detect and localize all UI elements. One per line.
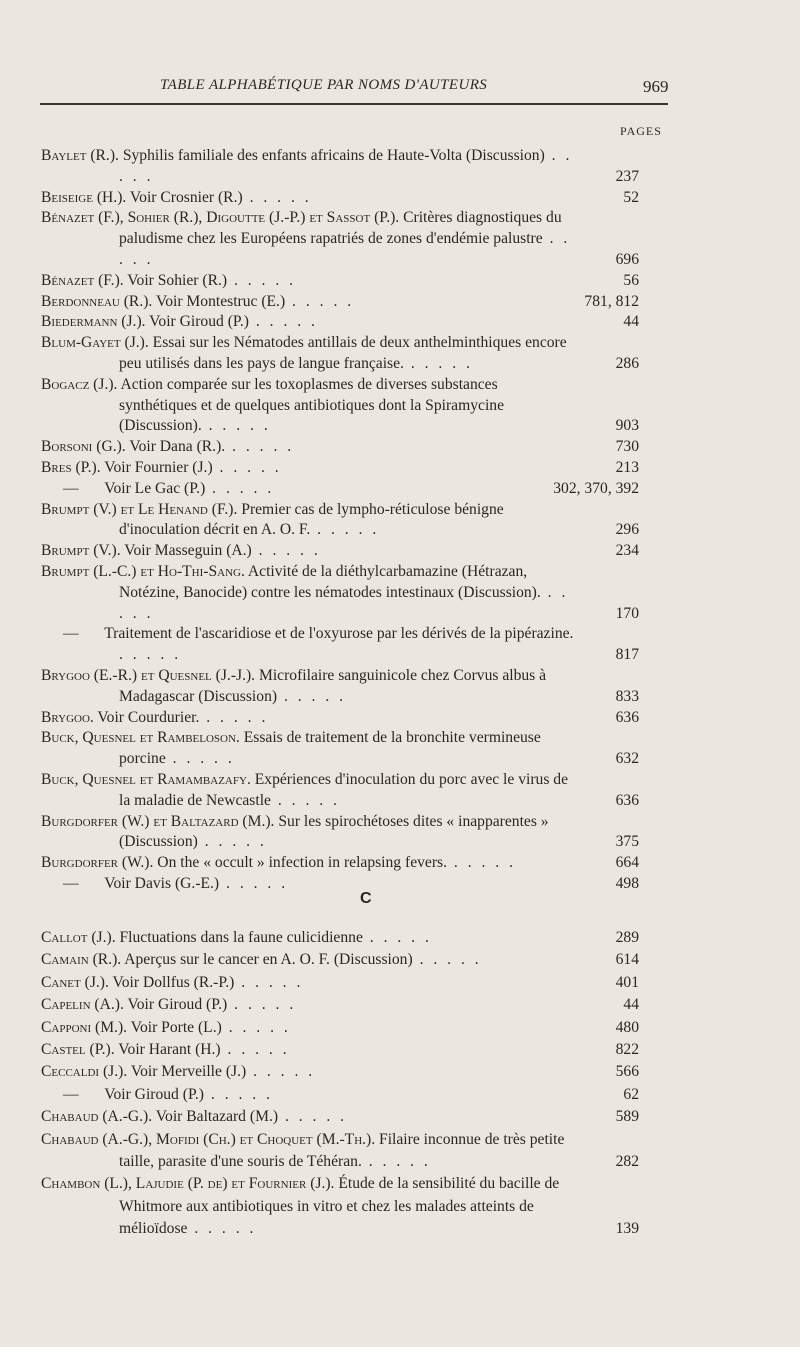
index-entry: [41, 874, 639, 895]
index-entry: [41, 1173, 639, 1240]
dot-leader: . . . . .: [119, 583, 569, 622]
entry-author: Baylet (R.).: [41, 147, 119, 164]
index-entry: [41, 271, 639, 292]
dot-leader: . . . . .: [361, 1153, 431, 1171]
dot-leader: . . . . .: [403, 354, 473, 372]
entry-pages: 52: [623, 188, 639, 206]
index-entry: [41, 562, 639, 624]
dot-leader: . . . . .: [447, 854, 516, 872]
entry-pages: 213: [615, 458, 639, 476]
index-entry: [41, 333, 639, 375]
entry-pages: 401: [615, 973, 639, 991]
section-b-index: [41, 146, 639, 895]
dot-leader: . . . . .: [310, 521, 380, 539]
entry-pages: 170: [615, 604, 639, 622]
dot-leader: . . . . .: [201, 417, 271, 435]
entry-pages: 237: [615, 167, 639, 185]
entry-title: Voir Giroud (P.): [100, 1085, 204, 1103]
index-entry: [41, 853, 639, 874]
index-entry: [41, 1039, 639, 1061]
entry-author: Brygoo (E.-R.) et Quesnel (J.-J.).: [41, 666, 256, 684]
entry-author: Capponi (M.).: [41, 1018, 128, 1036]
entry-title: Fluctuations dans la faune culicidienne: [115, 929, 363, 946]
dot-leader: . . . . .: [412, 951, 482, 969]
entry-pages: 636: [615, 708, 639, 726]
dot-leader: . . . . .: [227, 996, 297, 1014]
entry-author: Capelin (A.).: [41, 996, 124, 1014]
index-entry: [41, 708, 639, 729]
entry-title: Voir Merveille (J.): [127, 1063, 247, 1081]
dot-leader: . . . . .: [277, 687, 347, 705]
entry-title: Voir Masseguin (A.): [120, 542, 252, 560]
index-entry: [41, 1084, 639, 1106]
entry-title: Activité de la diéthylcarbamazine (Hétrazan, Notézine, Banocide) contre les nématodes intestinaux (Discussion).: [119, 562, 541, 601]
entry-author: Castel (P.).: [41, 1041, 115, 1059]
entry-title: Voir Le Gac (P.): [100, 479, 206, 497]
entry-author: Burgdorfer (W.).: [41, 854, 154, 872]
entry-pages: 44: [623, 996, 639, 1014]
entry-pages: 730: [615, 438, 639, 456]
entry-pages: 282: [615, 1153, 639, 1171]
dot-leader: . . . . .: [242, 188, 312, 206]
entry-pages: 44: [623, 313, 639, 331]
entry-author: Biedermann (J.).: [41, 313, 146, 331]
index-entry: [41, 458, 639, 479]
entry-title: Expériences d'inoculation du porc avec le virus de la maladie de Newcastle: [119, 770, 569, 809]
entry-pages: 234: [615, 542, 639, 560]
entry-pages: 286: [615, 354, 639, 372]
dot-leader: . . . . .: [212, 458, 282, 476]
dot-leader: . . . . .: [205, 479, 275, 497]
dot-leader: . . . . .: [119, 230, 571, 268]
entry-title: Filaire inconnue de très petite taille, parasite d'une souris de Téhéran.: [119, 1130, 565, 1171]
entry-title: Voir Davis (G.-E.): [100, 874, 220, 892]
entry-title: Voir Harant (H.): [114, 1041, 221, 1059]
entry-title: Sur les spirochétoses dites « inapparentes » (Discussion): [119, 812, 549, 851]
index-entry: [41, 188, 639, 209]
entry-author: —: [63, 479, 79, 497]
entry-pages: 296: [615, 521, 639, 539]
entry-author: —: [63, 1085, 79, 1103]
dot-leader: . . . . .: [119, 646, 182, 664]
dot-leader: . . . . .: [221, 1018, 291, 1036]
dot-leader: . . . . .: [234, 973, 304, 991]
entry-pages: 817: [615, 646, 639, 664]
section-c-index: [41, 927, 639, 1241]
dot-leader: . . . . .: [220, 1041, 290, 1059]
entry-pages: 375: [615, 833, 639, 851]
entry-title: Critères diagnostiques du paludisme chez les Européens rapatriés de zones d'endémie palustre: [119, 209, 562, 248]
index-entry: [41, 500, 639, 542]
index-entry: [41, 375, 639, 437]
index-entry: [41, 479, 639, 500]
dot-leader: . . . . .: [204, 1085, 273, 1103]
entry-author: Brygoo.: [41, 708, 94, 726]
index-entry: [41, 541, 639, 562]
entry-author: Brumpt (V.).: [41, 542, 121, 560]
entry-author: Ceccaldi (J.).: [41, 1063, 128, 1081]
entry-pages: 589: [615, 1108, 639, 1126]
entry-title: Action comparée sur les toxoplasmes de diverses substances synthétiques et de quelques antibiotiques dont la Spiramycine (Discussion).: [117, 375, 505, 435]
entry-pages: 62: [623, 1085, 639, 1103]
entry-pages: 139: [615, 1220, 639, 1238]
header-rule: [40, 103, 668, 105]
entry-title: Voir Dollfus (R.-P.): [108, 973, 235, 991]
entry-pages: 614: [615, 951, 639, 969]
dot-leader: . . . . .: [278, 1108, 348, 1126]
dot-leader: . . . . .: [248, 313, 318, 331]
index-entry: [41, 1061, 639, 1083]
index-entry: [41, 728, 639, 770]
entry-title: Premier cas de lympho-réticulose bénigne d'inoculation décrit en A. O. F.: [119, 500, 504, 539]
entry-author: Chabaud (A.-G.), Mofidi (Ch.) et Choquet (M.-Th.).: [41, 1130, 376, 1148]
running-title: TABLE ALPHABÉTIQUE PAR NOMS D'AUTEURS: [160, 77, 488, 93]
entry-author: Brumpt (L.-C.) et Ho-Thi-Sang.: [41, 562, 245, 580]
dot-leader: . . . . .: [187, 1220, 257, 1238]
index-entry: [41, 312, 639, 333]
entry-author: Buck, Quesnel et Rambeloson.: [41, 729, 240, 747]
index-entry: [41, 208, 639, 270]
entry-pages: 289: [615, 929, 639, 946]
entry-title: Voir Porte (L.): [127, 1018, 222, 1036]
entry-pages: 566: [615, 1063, 639, 1081]
entry-pages: 302, 370, 392: [553, 479, 639, 497]
index-entry: [41, 1129, 639, 1174]
entry-author: Burgdorfer (W.) et Baltazard (M.).: [41, 812, 275, 830]
entry-author: Chambon (L.), Lajudie (P. de) et Fournier (J.).: [41, 1175, 335, 1193]
section-letter-c: C: [360, 890, 372, 907]
index-entry: [41, 292, 639, 313]
index-entry: [41, 927, 639, 949]
entry-author: Bres (P.).: [41, 458, 101, 476]
entry-title: Voir Courdurier.: [93, 708, 200, 726]
entry-author: Blum-Gayet (J.).: [41, 334, 149, 352]
dot-leader: . . . . .: [270, 791, 340, 809]
entry-title: On the « occult » infection in relapsing fevers.: [153, 854, 447, 872]
index-entry: [41, 1017, 639, 1039]
entry-title: Voir Montestruc (E.): [152, 292, 286, 310]
entry-title: Voir Sohier (R.): [123, 271, 228, 289]
dot-leader: . . . . .: [225, 438, 295, 456]
page-number: 969: [643, 77, 669, 96]
entry-pages: 636: [615, 791, 639, 809]
entry-pages: 781, 812: [584, 292, 639, 310]
entry-pages: 632: [615, 750, 639, 768]
entry-pages: 664: [615, 854, 639, 872]
entry-title: Aperçus sur le cancer en A. O. F. (Discussion): [121, 951, 413, 969]
dot-leader: . . . . .: [251, 542, 321, 560]
entry-author: Bénazet (F.).: [41, 271, 124, 289]
entry-title: Voir Giroud (P.): [123, 996, 228, 1014]
index-entry: [41, 624, 639, 666]
entry-pages: 833: [615, 687, 639, 705]
entry-title: Syphilis familiale des enfants africains de Haute-Volta (Discussion): [118, 147, 545, 164]
index-entry: [41, 666, 639, 708]
index-entry: [41, 146, 639, 188]
entry-author: Borsoni (G.).: [41, 438, 126, 456]
entry-author: —: [63, 874, 79, 892]
index-entry: [41, 949, 639, 971]
entry-pages: 822: [615, 1041, 639, 1059]
entry-author: Bénazet (F.), Sohier (R.), Digoutte (J.-P.) et Sassot (P.).: [41, 209, 400, 227]
entry-title: Étude de la sensibilité du bacille de Whitmore aux antibiotiques in vitro et chez les malades atteints de mélioïdose: [119, 1175, 560, 1238]
index-entry: [41, 437, 639, 458]
entry-author: Canet (J.).: [41, 973, 109, 991]
dot-leader: . . . . .: [219, 874, 289, 892]
entry-author: Berdonneau (R.).: [41, 292, 153, 310]
dot-leader: . . . . .: [197, 833, 267, 851]
dot-leader: . . . . .: [246, 1063, 316, 1081]
dot-leader: . . . . .: [119, 147, 573, 185]
entry-author: —: [63, 625, 79, 643]
dot-leader: . . . . .: [362, 929, 432, 946]
entry-title: Essais de traitement de la bronchite vermineuse porcine: [119, 729, 541, 768]
entry-title: Microfilaire sanguinicole chez Corvus albus à Madagascar (Discussion): [119, 666, 547, 705]
entry-pages: 696: [615, 250, 639, 268]
entry-title: Voir Dana (R.).: [125, 438, 226, 456]
dot-leader: . . . . .: [199, 708, 269, 726]
entry-author: Buck, Quesnel et Ramambazafy.: [41, 770, 251, 788]
dot-leader: . . . . .: [227, 271, 297, 289]
pages-column-label: PAGES: [620, 124, 662, 138]
index-entry: [41, 812, 639, 854]
index-entry: [41, 1106, 639, 1128]
entry-title: Voir Fournier (J.): [100, 458, 213, 476]
entry-author: Brumpt (V.) et Le Henand (F.).: [41, 500, 238, 518]
entry-pages: 903: [615, 417, 639, 435]
entry-author: Bogacz (J.).: [41, 375, 118, 393]
entry-author: Callot (J.).: [41, 929, 116, 946]
entry-pages: 56: [623, 271, 639, 289]
index-entry: [41, 994, 639, 1016]
dot-leader: . . . . .: [285, 292, 355, 310]
dot-leader: . . . . .: [165, 750, 235, 768]
entry-title: Voir Baltazard (M.): [152, 1108, 279, 1126]
entry-author: Beiseige (H.).: [41, 188, 127, 206]
entry-author: Chabaud (A.-G.).: [41, 1108, 153, 1126]
index-entry: [41, 972, 639, 994]
entry-author: Camain (R.).: [41, 951, 122, 969]
entry-title: Voir Giroud (P.): [145, 313, 249, 331]
entry-pages: 480: [615, 1018, 639, 1036]
index-entry: [41, 770, 639, 812]
entry-title: Voir Crosnier (R.): [126, 188, 243, 206]
entry-title: Traitement de l'ascaridiose et de l'oxyurose par les dérivés de la pipérazine.: [100, 625, 574, 643]
entry-title: Essai sur les Nématodes antillais de deux anthelminthiques encore peu utilisés dans les pays de langue française.: [119, 334, 567, 372]
entry-pages: 498: [615, 874, 639, 892]
